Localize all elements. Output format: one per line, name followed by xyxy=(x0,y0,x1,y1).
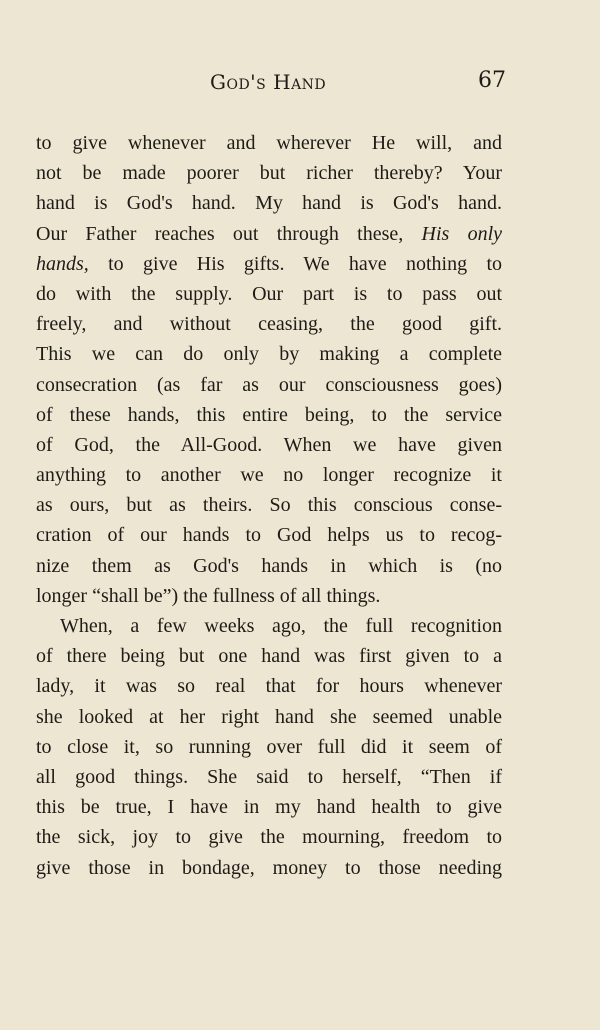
page-number: 67 xyxy=(478,68,506,93)
text-line: lady, it was so real that for hours whenever xyxy=(36,675,502,698)
text-line: to close it, so running over full did it seem of xyxy=(36,735,502,758)
text-line: to give whenever and wherever He will, and xyxy=(36,132,502,154)
text-line: the sick, joy to give the mourning, freedom to xyxy=(36,826,502,849)
text-line: hand is God's hand. My hand is God's hand. xyxy=(36,192,502,215)
text-line: consecration (as far as our consciousness goes) xyxy=(36,373,502,396)
text-line: freely, and without ceasing, the good gift. xyxy=(36,313,502,336)
text-line: longer “shall be”) the fullness of all things. xyxy=(36,584,381,607)
text-line: she looked at her right hand she seemed unable xyxy=(36,705,502,728)
text-line: of there being but one hand was first given to a xyxy=(36,645,502,668)
text-line: hands, to give His gifts. We have nothing to xyxy=(36,252,502,275)
text-line: not be made poorer but richer thereby? Your xyxy=(36,162,502,185)
running-header-title: God's Hand xyxy=(210,70,327,94)
text-line: anything to another we no longer recognize it xyxy=(36,464,502,487)
text-line: all good things. She said to herself, “Then if xyxy=(36,765,502,788)
text-line: cration of our hands to God helps us to recog- xyxy=(36,524,502,547)
text-line: of God, the All-Good. When we have given xyxy=(36,433,502,456)
text-line: this be true, I have in my hand health to give xyxy=(36,796,502,819)
text-line: When, a few weeks ago, the full recognition xyxy=(60,615,502,637)
body-text xyxy=(36,128,502,883)
text-line: of these hands, this entire being, to the service xyxy=(36,403,502,426)
text-line: This we can do only by making a complete xyxy=(36,343,502,366)
text-line: Our Father reaches out through these, His only xyxy=(36,222,503,245)
text-line: as ours, but as theirs. So this conscious conse- xyxy=(36,494,502,517)
text-line: do with the supply. Our part is to pass out xyxy=(36,282,502,305)
text-line: nize them as God's hands in which is (no xyxy=(36,554,502,577)
text-line: give those in bondage, money to those needing xyxy=(36,856,502,879)
